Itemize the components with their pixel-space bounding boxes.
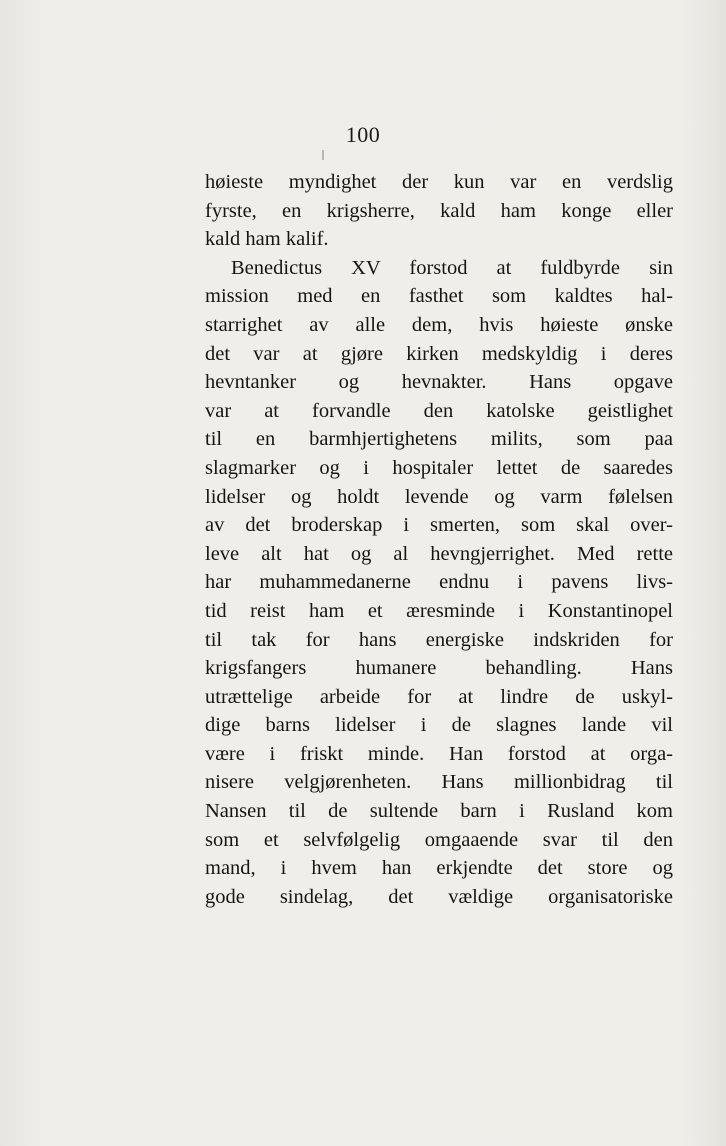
- text-line: mand, i hvem han erkjendte det store og: [205, 857, 673, 880]
- text-line: fyrste, en krigsherre, kald ham konge eller: [205, 199, 673, 222]
- text-line: høieste myndighet der kun var en verdslig: [205, 171, 673, 193]
- text-line: av det broderskap i smerten, som skal over-: [205, 514, 673, 537]
- text-line: starrighet av alle dem, hvis høieste ønske: [205, 313, 673, 336]
- text-line: Nansen til de sultende barn i Rusland kom: [205, 800, 673, 823]
- text-line: gode sindelag, det vældige organisatoriske: [205, 885, 673, 908]
- text-line: har muhammedanerne endnu i pavens livs-: [205, 571, 673, 594]
- text-line: til tak for hans energiske indskriden for: [205, 628, 673, 651]
- text-line: leve alt hat og al hevngjerrighet. Med rette: [205, 542, 673, 565]
- text-line: som et selvfølgelig omgaaende svar til den: [205, 828, 673, 851]
- page-number: 100: [345, 122, 381, 147]
- text-line: krigsfangers humanere behandling. Hans: [205, 657, 673, 680]
- paper-speck: [322, 150, 324, 160]
- text-line: mission med en fasthet som kaldtes hal-: [205, 285, 673, 308]
- text-line: utrættelige arbeide for at lindre de uskyl-: [205, 685, 673, 708]
- text-line: være i friskt minde. Han forstod at orga-: [205, 742, 673, 765]
- text-line: slagmarker og i hospitaler lettet de saaredes: [205, 456, 673, 479]
- text-line: nisere velgjørenheten. Hans millionbidrag til: [205, 771, 673, 794]
- text-line: dige barns lidelser i de slagnes lande vil: [205, 714, 673, 737]
- text-line: det var at gjøre kirken medskyldig i deres: [205, 342, 673, 365]
- text-line: tid reist ham et æresminde i Konstantinopel: [205, 599, 673, 622]
- body-text: [205, 168, 673, 911]
- text-line: var at forvandle den katolske geistlighet: [205, 399, 673, 422]
- text-line: kald ham kalif.: [205, 228, 329, 251]
- text-line: Benedictus XV forstod at fuldbyrde sin: [231, 256, 673, 279]
- text-line: hevntanker og hevnakter. Hans opgave: [205, 371, 673, 394]
- text-line: lidelser og holdt levende og varm følelsen: [205, 485, 673, 508]
- text-line: til en barmhjertighetens milits, som paa: [205, 428, 673, 451]
